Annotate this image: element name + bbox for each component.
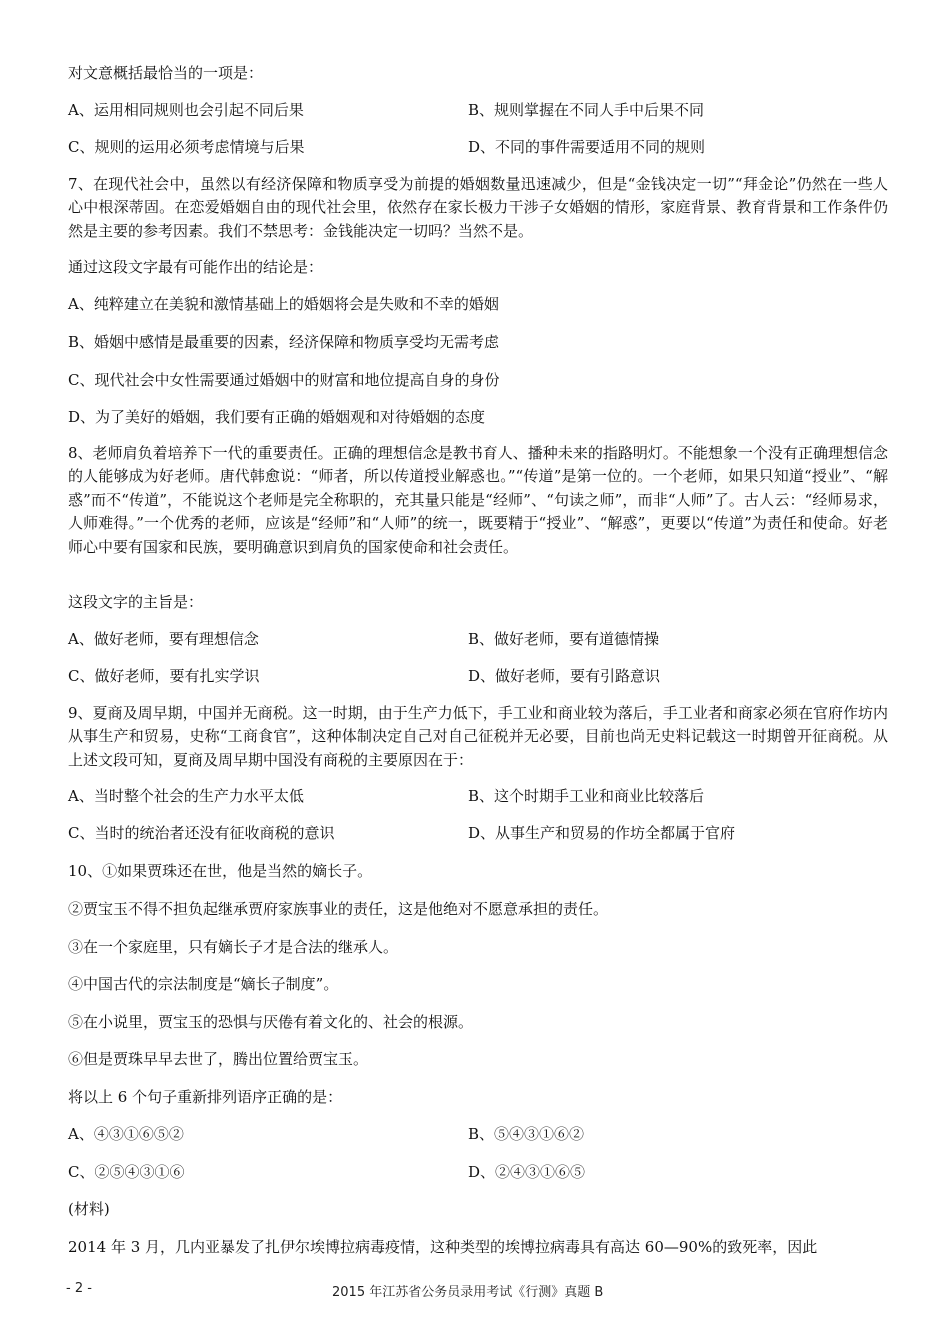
q8-option-a: A、做好老师，要有理想信念 — [68, 630, 259, 648]
q10-option-d: D、②④③①⑥⑤ — [468, 1163, 586, 1181]
q8-option-b: B、做好老师，要有道德情操 — [468, 630, 660, 648]
q10-sentence-2: ②贾宝玉不得不担负起继承贾府家族事业的责任，这是他绝对不愿意承担的责任。 — [68, 900, 609, 918]
q7-option-a: A、纯粹建立在美貌和激情基础上的婚姻将会是失败和不幸的婚姻 — [68, 295, 499, 313]
footer-title: 2015 年江苏省公务员录用考试《行测》真题 B — [332, 1285, 604, 1300]
q8-option-c: C、做好老师，要有扎实学识 — [68, 667, 260, 685]
q9-option-a: A、当时整个社会的生产力水平太低 — [68, 787, 304, 805]
q9-option-c: C、当时的统治者还没有征收商税的意识 — [68, 824, 335, 842]
material-label: (材料) — [68, 1200, 110, 1218]
q9-option-d: D、从事生产和贸易的作坊全都属于官府 — [468, 824, 736, 842]
material-text: 2014 年 3 月，几内亚暴发了扎伊尔埃博拉病毒疫情，这种类型的埃博拉病毒具有高达 60—90%的致死率，因此 — [68, 1238, 818, 1256]
q8-option-d: D、做好老师，要有引路意识 — [468, 667, 661, 685]
q9-option-b: B、这个时期手工业和商业比较落后 — [468, 787, 705, 805]
q6-option-d: D、不同的事件需要适用不同的规则 — [468, 138, 706, 156]
q7-option-d: D、为了美好的婚姻，我们要有正确的婚姻观和对待婚姻的态度 — [68, 408, 486, 426]
q10-sentence-3: ③在一个家庭里，只有嫡长子才是合法的继承人。 — [68, 938, 399, 956]
q8-stem: 这段文字的主旨是： — [68, 593, 204, 611]
q10-sentence-1: 10、①如果贾珠还在世，他是当然的嫡长子。 — [68, 862, 373, 880]
q10-option-a: A、④③①⑥⑤② — [68, 1125, 184, 1143]
q10-stem: 将以上 6 个句子重新排列语序正确的是： — [68, 1088, 343, 1106]
q10-sentence-4: ④中国古代的宗法制度是“嫡长子制度”。 — [68, 975, 339, 993]
q10-option-c: C、②⑤④③①⑥ — [68, 1163, 185, 1181]
q9-passage: 9、夏商及周早期，中国并无商税。这一时期，由于生产力低下，手工业和商业较为落后，手工业者和商家必须在官府作坊内从事生产和贸易，史称“工商食官”，这种体制决定自己对自己征税并无必要，目前也尚无史料记载这一时期曾开征商税。从上述文段可知，夏商及周早期中国没有商税的主要原因在于： — [68, 704, 888, 769]
q10-sentence-6: ⑥但是贾珠早早去世了，腾出位置给贾宝玉。 — [68, 1050, 369, 1068]
q7-option-c: C、现代社会中女性需要通过婚姻中的财富和地位提高自身的身份 — [68, 371, 500, 389]
q7-passage: 7、在现代社会中，虽然以有经济保障和物质享受为前提的婚姻数量迅速减少，但是“金钱决定一切”“拜金论”仍然在一些人心中根深蒂固。在恋爱婚姻自由的现代社会里，依然存在家长极力干涉子女婚姻的情形，家庭背景、教育背景和工作条件仍然是主要的参考因素。我们不禁思考：金钱能决定一切吗？当然不是。 — [68, 175, 888, 240]
q10-option-b: B、⑤④③①⑥② — [468, 1125, 585, 1143]
q6-option-b: B、规则掌握在不同人手中后果不同 — [468, 101, 705, 119]
q6-stem: 对文意概括最恰当的一项是： — [68, 64, 264, 82]
q7-stem: 通过这段文字最有可能作出的结论是： — [68, 258, 324, 276]
q6-option-a: A、运用相同规则也会引起不同后果 — [68, 101, 304, 119]
q7-option-b: B、婚姻中感情是最重要的因素，经济保障和物质享受均无需考虑 — [68, 333, 500, 351]
page-number: - 2 - — [66, 1281, 92, 1296]
q8-passage: 8、老师肩负着培养下一代的重要责任。正确的理想信念是教书育人、播种未来的指路明灯。不能想象一个没有正确理想信念的人能够成为好老师。唐代韩愈说：“师者，所以传道授业解惑也。”“传道”是第一位的。一个老师，如果只知道“授业”、“解惑”而不“传道”，不能说这个老师是完全称职的，充其量只能是“经师”、“句读之师”，而非“人师”了。古人云：“经师易求，人师难得。”一个优秀的老师，应该是“经师”和“人师”的统一，既要精于“授业”、“解惑”，更要以“传道”为责任和使命。好老师心中要有国家和民族，要明确意识到肩负的国家使命和社会责任。 — [68, 444, 888, 556]
q6-option-c: C、规则的运用必须考虑情境与后果 — [68, 138, 305, 156]
q10-sentence-5: ⑤在小说里，贾宝玉的恐惧与厌倦有着文化的、社会的根源。 — [68, 1013, 474, 1031]
